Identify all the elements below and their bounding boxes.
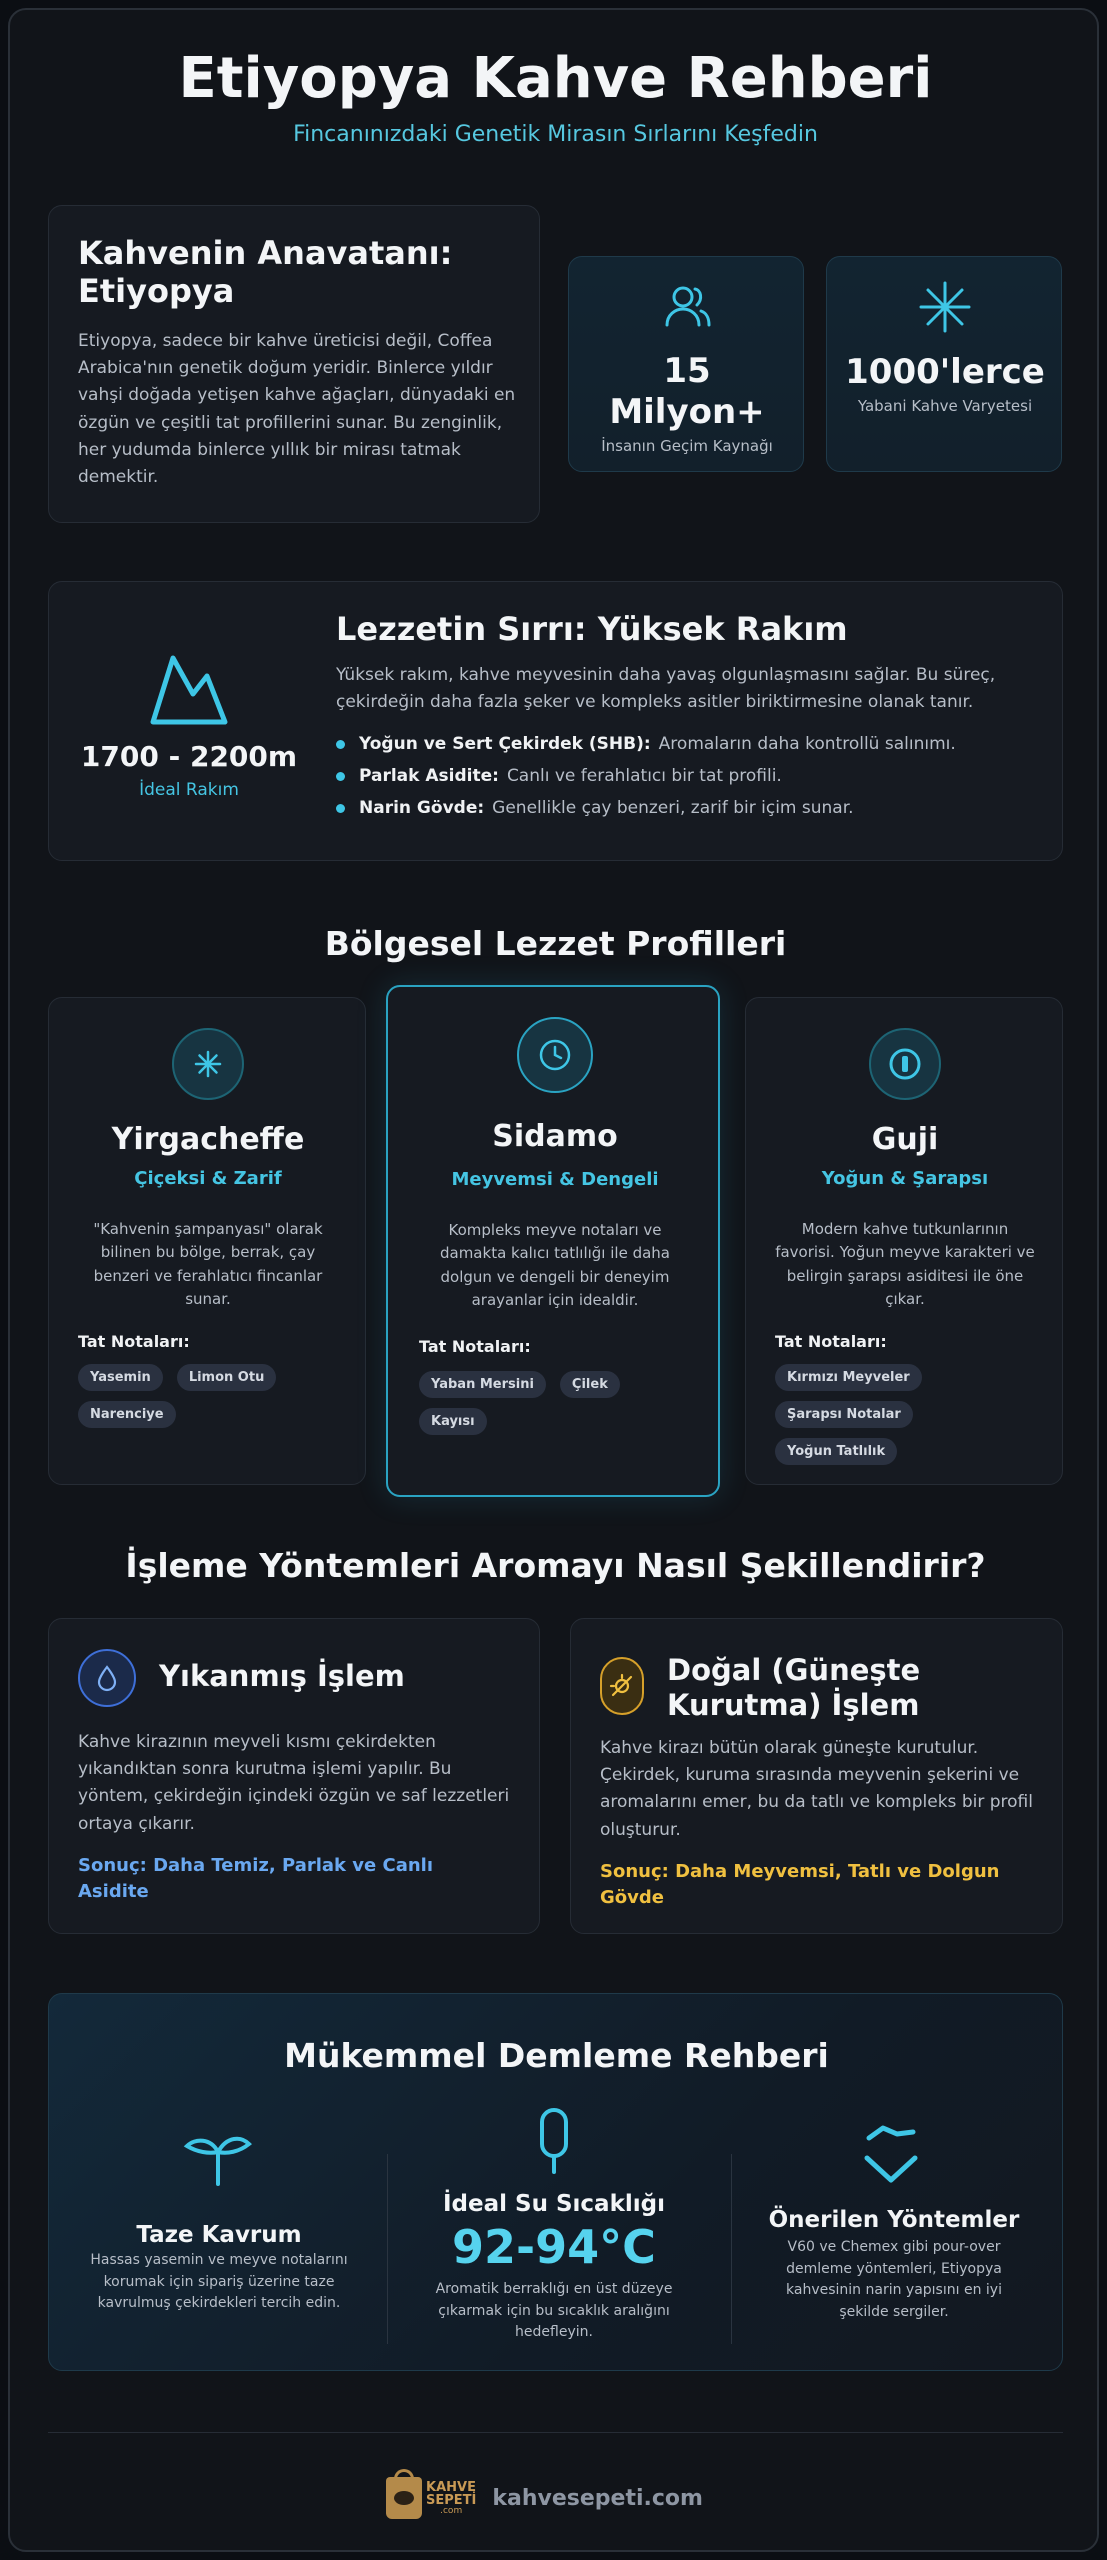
bullet-item xyxy=(336,734,1036,754)
bullet-bold: Yoğun ve Sert Çekirdek (SHB): xyxy=(359,734,651,754)
sprout-icon xyxy=(183,2122,253,2186)
tag: Kayısı xyxy=(419,1408,487,1435)
altitude-bullets xyxy=(336,734,1036,830)
logo-text-2: SEPETİ xyxy=(426,2492,477,2508)
altitude-card xyxy=(48,581,1063,861)
clock-icon xyxy=(517,1017,593,1093)
people-icon xyxy=(659,279,715,335)
region-description: "Kahvenin şampanyası" olarak bilinen bu bölge, berrak, çay benzeri ve ferahlatıcı fincanlar sunar. xyxy=(93,1220,323,1308)
alert-circle-icon xyxy=(869,1028,941,1100)
region-subtitle: Yoğun & Şarapsı xyxy=(821,1168,989,1189)
water-drop-icon xyxy=(78,1649,136,1707)
tag: Narenciye xyxy=(78,1401,176,1428)
process-card-washed xyxy=(48,1618,540,1934)
brewing-title: Mükemmel Demleme Rehberi xyxy=(284,2036,829,2075)
logo-text-3: .com xyxy=(440,2505,463,2516)
processing-title: İşleme Yöntemleri Aromayı Nasıl Şekillendirir? xyxy=(125,1546,986,1585)
brew-text: Hassas yasemin ve meyve notalarını korumak için sipariş üzerine taze kavrulmuş çekirdekleri tercih edin. xyxy=(90,2252,348,2312)
process-title: Doğal (Güneşte Kurutma) İşlem xyxy=(667,1653,921,1722)
brew-divider xyxy=(731,2154,732,2344)
process-card-natural xyxy=(570,1618,1063,1934)
page-title: Etiyopya Kahve Rehberi xyxy=(178,46,933,111)
stat-value: 15 Milyon+ xyxy=(609,351,765,432)
altitude-range: 1700 - 2200m xyxy=(80,740,298,773)
tag: Şarapsı Notalar xyxy=(775,1401,913,1428)
tasting-notes-label: Tat Notaları: xyxy=(78,1332,190,1351)
page-subtitle: Fincanınızdaki Genetik Mirasın Sırlarını Keşfedin xyxy=(293,122,818,147)
footer-url[interactable]: kahvesepeti.com xyxy=(492,2485,703,2511)
process-result: Sonuç: Daha Temiz, Parlak ve Canlı Asidite xyxy=(78,1855,434,1903)
bullet-dot xyxy=(336,804,345,813)
brew-heading: İdeal Su Sıcaklığı xyxy=(443,2191,665,2217)
bullet-item xyxy=(336,766,1036,786)
tasting-notes-tags xyxy=(78,1364,348,1428)
tag: Çilek xyxy=(560,1371,620,1398)
region-card-guji xyxy=(745,997,1063,1485)
brew-heading: Önerilen Yöntemler xyxy=(768,2207,1020,2233)
bullet-bold: Parlak Asidite: xyxy=(359,766,499,786)
brew-divider xyxy=(387,2154,388,2344)
process-text: Kahve kirazının meyveli kısmı çekirdekten yıkandıktan sonra kurutma işlemi yapılır. Bu yöntem, çekirdeğin içindeki özgün ve saf lezzetleri ortaya çıkarır. xyxy=(78,1732,510,1834)
region-description: Kompleks meyve notaları ve damakta kalıcı tatlılığı ile daha dolgun ve dengeli bir deneyim arayanlar için idealdir. xyxy=(439,1221,670,1309)
homeland-heading: Kahvenin Anavatanı: Etiyopya xyxy=(78,234,453,311)
altitude-range-label: İdeal Rakım xyxy=(139,780,239,800)
brew-text: V60 ve Chemex gibi pour-over demleme yöntemleri, Etiyopya kahvesinin narin yapısını en iyi şekilde sergiler. xyxy=(786,2239,1002,2321)
tag: Yoğun Tatlılık xyxy=(775,1438,897,1465)
process-text: Kahve kirazı bütün olarak güneşte kurutulur. Çekirdek, kuruma sırasında meyvenin şekerini ve aromalarını emer, bu da tatlı ve kompleks bir profil oluşturur. xyxy=(600,1738,1033,1840)
stat-card-varieties xyxy=(826,256,1062,472)
region-card-sidamo xyxy=(386,985,720,1497)
region-description: Modern kahve tutkunlarının favorisi. Yoğun meyve karakteri ve belirgin şarapsı asiditesi ile öne çıkar. xyxy=(775,1220,1035,1308)
region-card-yirgacheffe xyxy=(48,997,366,1485)
brew-text: Aromatik berraklığı en üst düzeye çıkarmak için bu sıcaklık aralığını hedefleyin. xyxy=(435,2281,673,2341)
bullet-dot xyxy=(336,772,345,781)
mountain-icon xyxy=(147,652,231,728)
tasting-notes-tags xyxy=(775,1364,975,1465)
bullet-text: Genellikle çay benzeri, zarif bir içim sunar. xyxy=(492,798,854,818)
altitude-text: Yüksek rakım, kahve meyvesinin daha yavaş olgunlaşmasını sağlar. Bu süreç, çekirdeğin daha fazla şeker ve kompleks asitler biriktirmesine olanak tanır. xyxy=(336,665,996,713)
basket-icon xyxy=(386,2477,422,2519)
tasting-notes-label: Tat Notaları: xyxy=(775,1332,887,1351)
tasting-notes-label: Tat Notaları: xyxy=(419,1337,531,1356)
altitude-heading: Lezzetin Sırrı: Yüksek Rakım xyxy=(336,610,848,648)
brew-temperature: 92-94°C xyxy=(452,2220,656,2274)
homeland-card xyxy=(48,205,540,523)
brand-logo xyxy=(386,2477,476,2519)
snowflake-icon xyxy=(172,1028,244,1100)
infographic-page xyxy=(8,8,1099,2552)
bullet-bold: Narin Gövde: xyxy=(359,798,485,818)
footer[interactable] xyxy=(386,2472,746,2524)
region-name: Yirgacheffe xyxy=(111,1122,305,1157)
tag: Yasemin xyxy=(78,1364,163,1391)
sun-dry-icon xyxy=(600,1657,644,1715)
homeland-text: Etiyopya, sadece bir kahve üreticisi değil, Coffea Arabica'nın genetik doğum yeridir. Binlerce yıldır vahşi doğada yetişen kahve ağaçları, dünyadaki en özgün ve çeşitli tat profillerini sunar. Bu zenginlik, her yudumda binlerce yıllık bir mirası tatmak demektir. xyxy=(78,331,516,487)
tasting-notes-tags xyxy=(419,1371,699,1435)
tag: Kırmızı Meyveler xyxy=(775,1364,922,1391)
stat-label: İnsanın Geçim Kaynağı xyxy=(601,437,773,455)
regions-title: Bölgesel Lezzet Profilleri xyxy=(324,924,787,963)
brew-heading: Taze Kavrum xyxy=(136,2222,302,2248)
region-name: Guji xyxy=(871,1122,939,1157)
tag: Limon Otu xyxy=(177,1364,277,1391)
region-subtitle: Çiçeksi & Zarif xyxy=(134,1168,282,1189)
tag: Yaban Mersini xyxy=(419,1371,546,1398)
process-title: Yıkanmış İşlem xyxy=(159,1659,405,1693)
stat-card-livelihood xyxy=(568,256,804,472)
region-subtitle: Meyvemsi & Dengeli xyxy=(451,1169,659,1190)
process-result: Sonuç: Daha Meyvemsi, Tatlı ve Dolgun Gövde xyxy=(600,1861,1000,1909)
bullet-text: Aromaların daha kontrollü salınımı. xyxy=(658,734,956,754)
thermometer-icon xyxy=(536,2106,572,2176)
pour-over-icon xyxy=(861,2124,921,2188)
region-name: Sidamo xyxy=(492,1119,618,1154)
bullet-dot xyxy=(336,740,345,749)
brewing-card xyxy=(48,1993,1063,2371)
logo-text-1: KAHVE xyxy=(426,2479,476,2495)
snowflake-icon xyxy=(917,279,973,335)
stat-value: 1000'lerce xyxy=(845,352,1045,392)
bullet-text: Canlı ve ferahlatıcı bir tat profili. xyxy=(506,766,782,786)
footer-divider xyxy=(48,2432,1063,2433)
bullet-item xyxy=(336,798,1036,818)
stat-label: Yabani Kahve Varyetesi xyxy=(857,397,1033,415)
